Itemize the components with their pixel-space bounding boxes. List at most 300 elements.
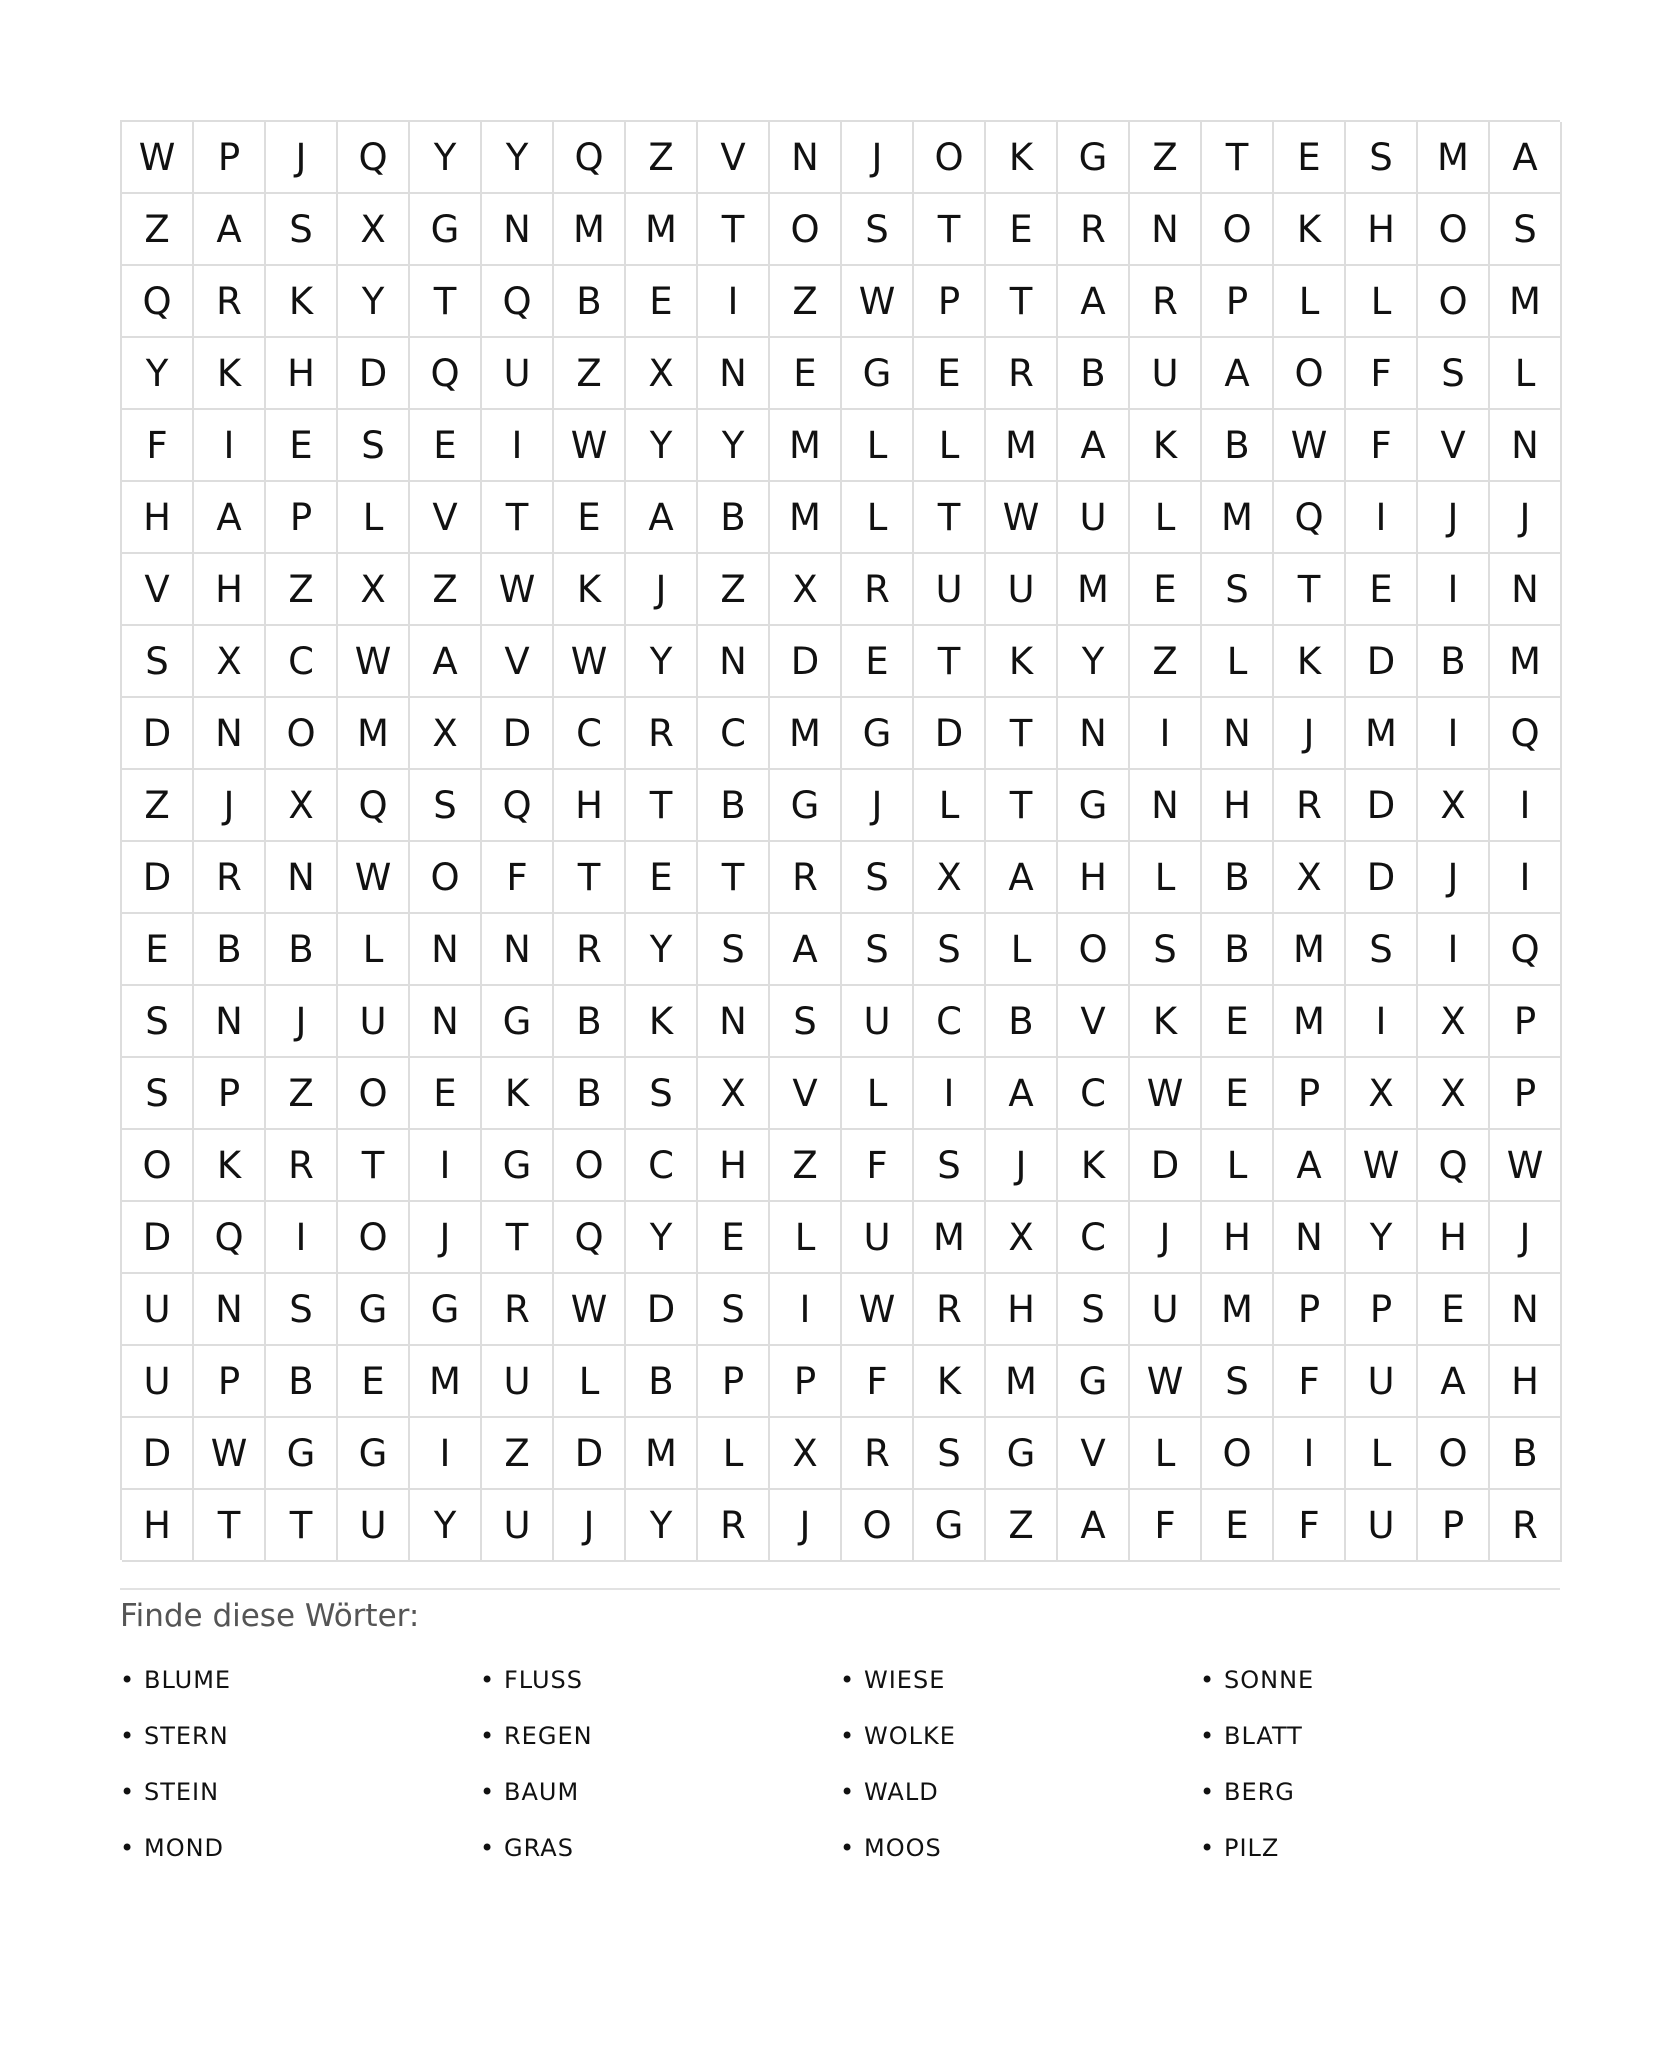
grid-cell[interactable]: P <box>770 1346 842 1418</box>
grid-cell[interactable]: K <box>194 1130 266 1202</box>
grid-cell[interactable]: B <box>986 986 1058 1058</box>
grid-cell[interactable]: S <box>1346 122 1418 194</box>
grid-cell[interactable]: X <box>338 554 410 626</box>
grid-cell[interactable]: X <box>1418 770 1490 842</box>
grid-cell[interactable]: T <box>338 1130 410 1202</box>
grid-cell[interactable]: I <box>1346 482 1418 554</box>
grid-cell[interactable]: U <box>842 1202 914 1274</box>
grid-cell[interactable]: I <box>410 1130 482 1202</box>
grid-cell[interactable]: G <box>1058 1346 1130 1418</box>
grid-cell[interactable]: J <box>842 122 914 194</box>
grid-cell[interactable]: Z <box>482 1418 554 1490</box>
grid-cell[interactable]: E <box>1202 1490 1274 1562</box>
grid-cell[interactable]: W <box>122 122 194 194</box>
grid-cell[interactable]: P <box>1490 986 1562 1058</box>
grid-cell[interactable]: P <box>266 482 338 554</box>
grid-cell[interactable]: Y <box>122 338 194 410</box>
grid-cell[interactable]: J <box>410 1202 482 1274</box>
grid-cell[interactable]: E <box>842 626 914 698</box>
grid-cell[interactable]: Z <box>122 770 194 842</box>
grid-cell[interactable]: J <box>266 122 338 194</box>
grid-cell[interactable]: I <box>1418 698 1490 770</box>
grid-cell[interactable]: K <box>194 338 266 410</box>
grid-cell[interactable]: A <box>986 1058 1058 1130</box>
grid-cell[interactable]: J <box>1274 698 1346 770</box>
grid-cell[interactable]: X <box>626 338 698 410</box>
grid-cell[interactable]: E <box>1274 122 1346 194</box>
grid-cell[interactable]: R <box>194 266 266 338</box>
grid-cell[interactable]: K <box>626 986 698 1058</box>
grid-cell[interactable]: L <box>1346 266 1418 338</box>
grid-cell[interactable]: M <box>1274 914 1346 986</box>
grid-cell[interactable]: F <box>842 1346 914 1418</box>
grid-cell[interactable]: W <box>986 482 1058 554</box>
grid-cell[interactable]: O <box>842 1490 914 1562</box>
grid-cell[interactable]: Y <box>626 1490 698 1562</box>
grid-cell[interactable]: W <box>338 842 410 914</box>
grid-cell[interactable]: E <box>626 266 698 338</box>
grid-cell[interactable]: H <box>1202 770 1274 842</box>
grid-cell[interactable]: G <box>986 1418 1058 1490</box>
grid-cell[interactable]: E <box>410 410 482 482</box>
grid-cell[interactable]: N <box>1130 194 1202 266</box>
grid-cell[interactable]: O <box>1202 1418 1274 1490</box>
grid-cell[interactable]: T <box>986 266 1058 338</box>
grid-cell[interactable]: D <box>122 1202 194 1274</box>
grid-cell[interactable]: A <box>1490 122 1562 194</box>
grid-cell[interactable]: X <box>1418 1058 1490 1130</box>
grid-cell[interactable]: B <box>554 1058 626 1130</box>
grid-cell[interactable]: L <box>338 914 410 986</box>
grid-cell[interactable]: S <box>842 914 914 986</box>
grid-cell[interactable]: Y <box>626 914 698 986</box>
grid-cell[interactable]: J <box>770 1490 842 1562</box>
grid-cell[interactable]: M <box>626 194 698 266</box>
grid-cell[interactable]: P <box>1274 1058 1346 1130</box>
grid-cell[interactable]: I <box>1418 554 1490 626</box>
grid-cell[interactable]: O <box>770 194 842 266</box>
grid-cell[interactable]: W <box>1130 1346 1202 1418</box>
grid-cell[interactable]: Q <box>1490 698 1562 770</box>
grid-cell[interactable]: Q <box>482 266 554 338</box>
grid-cell[interactable]: J <box>194 770 266 842</box>
grid-cell[interactable]: M <box>1490 266 1562 338</box>
grid-cell[interactable]: Z <box>410 554 482 626</box>
grid-cell[interactable]: E <box>554 482 626 554</box>
grid-cell[interactable]: O <box>914 122 986 194</box>
grid-cell[interactable]: R <box>842 554 914 626</box>
grid-cell[interactable]: J <box>554 1490 626 1562</box>
grid-cell[interactable]: E <box>1202 986 1274 1058</box>
grid-cell[interactable]: N <box>266 842 338 914</box>
grid-cell[interactable]: E <box>1418 1274 1490 1346</box>
grid-cell[interactable]: G <box>410 194 482 266</box>
grid-cell[interactable]: W <box>338 626 410 698</box>
grid-cell[interactable]: K <box>986 626 1058 698</box>
grid-cell[interactable]: N <box>410 986 482 1058</box>
grid-cell[interactable]: Z <box>770 1130 842 1202</box>
grid-cell[interactable]: F <box>1346 338 1418 410</box>
grid-cell[interactable]: K <box>1274 194 1346 266</box>
grid-cell[interactable]: T <box>482 482 554 554</box>
grid-cell[interactable]: P <box>1274 1274 1346 1346</box>
grid-cell[interactable]: Q <box>122 266 194 338</box>
grid-cell[interactable]: Y <box>698 410 770 482</box>
grid-cell[interactable]: L <box>842 410 914 482</box>
grid-cell[interactable]: D <box>1346 842 1418 914</box>
grid-cell[interactable]: M <box>1202 482 1274 554</box>
grid-cell[interactable]: V <box>1058 1418 1130 1490</box>
grid-cell[interactable]: E <box>626 842 698 914</box>
grid-cell[interactable]: D <box>1130 1130 1202 1202</box>
grid-cell[interactable]: T <box>914 194 986 266</box>
grid-cell[interactable]: U <box>1058 482 1130 554</box>
grid-cell[interactable]: L <box>842 482 914 554</box>
grid-cell[interactable]: H <box>986 1274 1058 1346</box>
grid-cell[interactable]: L <box>914 410 986 482</box>
grid-cell[interactable]: S <box>842 194 914 266</box>
grid-cell[interactable]: G <box>266 1418 338 1490</box>
grid-cell[interactable]: W <box>1346 1130 1418 1202</box>
grid-cell[interactable]: M <box>1202 1274 1274 1346</box>
grid-cell[interactable]: Q <box>1490 914 1562 986</box>
grid-cell[interactable]: S <box>698 914 770 986</box>
grid-cell[interactable]: K <box>266 266 338 338</box>
grid-cell[interactable]: I <box>1130 698 1202 770</box>
grid-cell[interactable]: N <box>698 626 770 698</box>
grid-cell[interactable]: L <box>1346 1418 1418 1490</box>
grid-cell[interactable]: V <box>698 122 770 194</box>
grid-cell[interactable]: N <box>1490 410 1562 482</box>
grid-cell[interactable]: E <box>986 194 1058 266</box>
grid-cell[interactable]: I <box>1346 986 1418 1058</box>
grid-cell[interactable]: R <box>1130 266 1202 338</box>
grid-cell[interactable]: X <box>410 698 482 770</box>
grid-cell[interactable]: G <box>1058 770 1130 842</box>
grid-cell[interactable]: G <box>338 1418 410 1490</box>
grid-cell[interactable]: D <box>122 842 194 914</box>
grid-cell[interactable]: V <box>1058 986 1130 1058</box>
grid-cell[interactable]: N <box>698 338 770 410</box>
grid-cell[interactable]: Q <box>410 338 482 410</box>
grid-cell[interactable]: P <box>1346 1274 1418 1346</box>
grid-cell[interactable]: K <box>1130 410 1202 482</box>
grid-cell[interactable]: I <box>914 1058 986 1130</box>
grid-cell[interactable]: R <box>914 1274 986 1346</box>
grid-cell[interactable]: L <box>1202 1130 1274 1202</box>
grid-cell[interactable]: A <box>1058 1490 1130 1562</box>
grid-cell[interactable]: P <box>698 1346 770 1418</box>
grid-cell[interactable]: Q <box>1274 482 1346 554</box>
grid-cell[interactable]: N <box>1058 698 1130 770</box>
grid-cell[interactable]: T <box>626 770 698 842</box>
grid-cell[interactable]: Z <box>626 122 698 194</box>
grid-cell[interactable]: X <box>1274 842 1346 914</box>
grid-cell[interactable]: C <box>626 1130 698 1202</box>
grid-cell[interactable]: Z <box>986 1490 1058 1562</box>
grid-cell[interactable]: R <box>1058 194 1130 266</box>
grid-cell[interactable]: C <box>266 626 338 698</box>
grid-cell[interactable]: O <box>1418 266 1490 338</box>
grid-cell[interactable]: H <box>1346 194 1418 266</box>
grid-cell[interactable]: G <box>410 1274 482 1346</box>
grid-cell[interactable]: A <box>1418 1346 1490 1418</box>
grid-cell[interactable]: T <box>914 482 986 554</box>
grid-cell[interactable]: C <box>1058 1058 1130 1130</box>
grid-cell[interactable]: A <box>194 482 266 554</box>
grid-cell[interactable]: A <box>770 914 842 986</box>
grid-cell[interactable]: I <box>770 1274 842 1346</box>
grid-cell[interactable]: I <box>1274 1418 1346 1490</box>
grid-cell[interactable]: Y <box>410 122 482 194</box>
grid-cell[interactable]: N <box>482 914 554 986</box>
grid-cell[interactable]: H <box>122 1490 194 1562</box>
grid-cell[interactable]: U <box>122 1346 194 1418</box>
grid-cell[interactable]: S <box>1490 194 1562 266</box>
grid-cell[interactable]: Y <box>410 1490 482 1562</box>
grid-cell[interactable]: B <box>554 986 626 1058</box>
grid-cell[interactable]: S <box>1202 1346 1274 1418</box>
grid-cell[interactable]: U <box>842 986 914 1058</box>
grid-cell[interactable]: J <box>1418 842 1490 914</box>
grid-cell[interactable]: T <box>266 1490 338 1562</box>
grid-cell[interactable]: T <box>410 266 482 338</box>
grid-cell[interactable]: E <box>1130 554 1202 626</box>
grid-cell[interactable]: A <box>1202 338 1274 410</box>
grid-cell[interactable]: G <box>842 698 914 770</box>
grid-cell[interactable]: X <box>338 194 410 266</box>
grid-cell[interactable]: O <box>1418 1418 1490 1490</box>
grid-cell[interactable]: X <box>266 770 338 842</box>
grid-cell[interactable]: M <box>1418 122 1490 194</box>
grid-cell[interactable]: R <box>482 1274 554 1346</box>
grid-cell[interactable]: W <box>1490 1130 1562 1202</box>
grid-cell[interactable]: N <box>1490 1274 1562 1346</box>
grid-cell[interactable]: W <box>554 410 626 482</box>
grid-cell[interactable]: S <box>1346 914 1418 986</box>
grid-cell[interactable]: X <box>770 1418 842 1490</box>
grid-cell[interactable]: R <box>554 914 626 986</box>
grid-cell[interactable]: Q <box>194 1202 266 1274</box>
grid-cell[interactable]: K <box>554 554 626 626</box>
grid-cell[interactable]: G <box>338 1274 410 1346</box>
grid-cell[interactable]: O <box>1274 338 1346 410</box>
grid-cell[interactable]: C <box>554 698 626 770</box>
grid-cell[interactable]: T <box>698 194 770 266</box>
grid-cell[interactable]: K <box>986 122 1058 194</box>
grid-cell[interactable]: P <box>1418 1490 1490 1562</box>
grid-cell[interactable]: B <box>626 1346 698 1418</box>
grid-cell[interactable]: A <box>626 482 698 554</box>
grid-cell[interactable]: D <box>1346 626 1418 698</box>
grid-cell[interactable]: T <box>1202 122 1274 194</box>
grid-cell[interactable]: I <box>482 410 554 482</box>
grid-cell[interactable]: T <box>986 770 1058 842</box>
grid-cell[interactable]: S <box>914 914 986 986</box>
grid-cell[interactable]: X <box>194 626 266 698</box>
grid-cell[interactable]: F <box>1274 1490 1346 1562</box>
grid-cell[interactable]: H <box>698 1130 770 1202</box>
grid-cell[interactable]: X <box>698 1058 770 1130</box>
grid-cell[interactable]: J <box>1418 482 1490 554</box>
grid-cell[interactable]: O <box>338 1058 410 1130</box>
grid-cell[interactable]: S <box>626 1058 698 1130</box>
grid-cell[interactable]: D <box>554 1418 626 1490</box>
grid-cell[interactable]: L <box>986 914 1058 986</box>
grid-cell[interactable]: H <box>1202 1202 1274 1274</box>
grid-cell[interactable]: H <box>1490 1346 1562 1418</box>
grid-cell[interactable]: X <box>914 842 986 914</box>
grid-cell[interactable]: Q <box>482 770 554 842</box>
grid-cell[interactable]: B <box>554 266 626 338</box>
grid-cell[interactable]: C <box>698 698 770 770</box>
grid-cell[interactable]: L <box>1490 338 1562 410</box>
grid-cell[interactable]: N <box>194 698 266 770</box>
grid-cell[interactable]: W <box>1274 410 1346 482</box>
grid-cell[interactable]: V <box>770 1058 842 1130</box>
grid-cell[interactable]: Z <box>266 554 338 626</box>
grid-cell[interactable]: L <box>1202 626 1274 698</box>
grid-cell[interactable]: D <box>338 338 410 410</box>
grid-cell[interactable]: L <box>1130 1418 1202 1490</box>
grid-cell[interactable]: D <box>626 1274 698 1346</box>
grid-cell[interactable]: P <box>194 1346 266 1418</box>
grid-cell[interactable]: N <box>1490 554 1562 626</box>
grid-cell[interactable]: L <box>338 482 410 554</box>
grid-cell[interactable]: S <box>1202 554 1274 626</box>
grid-cell[interactable]: B <box>1202 914 1274 986</box>
grid-cell[interactable]: D <box>914 698 986 770</box>
grid-cell[interactable]: U <box>122 1274 194 1346</box>
grid-cell[interactable]: L <box>842 1058 914 1130</box>
grid-cell[interactable]: N <box>482 194 554 266</box>
grid-cell[interactable]: S <box>338 410 410 482</box>
grid-cell[interactable]: M <box>1490 626 1562 698</box>
grid-cell[interactable]: T <box>554 842 626 914</box>
grid-cell[interactable]: R <box>1490 1490 1562 1562</box>
grid-cell[interactable]: M <box>1274 986 1346 1058</box>
grid-cell[interactable]: O <box>1418 194 1490 266</box>
grid-cell[interactable]: W <box>554 626 626 698</box>
grid-cell[interactable]: Y <box>482 122 554 194</box>
grid-cell[interactable]: O <box>122 1130 194 1202</box>
grid-cell[interactable]: K <box>482 1058 554 1130</box>
grid-cell[interactable]: P <box>194 122 266 194</box>
grid-cell[interactable]: D <box>1346 770 1418 842</box>
grid-cell[interactable]: M <box>410 1346 482 1418</box>
grid-cell[interactable]: Q <box>338 122 410 194</box>
grid-cell[interactable]: K <box>1274 626 1346 698</box>
grid-cell[interactable]: U <box>986 554 1058 626</box>
grid-cell[interactable]: I <box>1418 914 1490 986</box>
grid-cell[interactable]: R <box>1274 770 1346 842</box>
grid-cell[interactable]: S <box>698 1274 770 1346</box>
grid-cell[interactable]: O <box>338 1202 410 1274</box>
grid-cell[interactable]: A <box>410 626 482 698</box>
grid-cell[interactable]: S <box>266 1274 338 1346</box>
grid-cell[interactable]: E <box>266 410 338 482</box>
grid-cell[interactable]: Z <box>266 1058 338 1130</box>
grid-cell[interactable]: S <box>266 194 338 266</box>
grid-cell[interactable]: Y <box>626 626 698 698</box>
grid-cell[interactable]: R <box>770 842 842 914</box>
grid-cell[interactable]: U <box>338 986 410 1058</box>
grid-cell[interactable]: V <box>482 626 554 698</box>
grid-cell[interactable]: I <box>410 1418 482 1490</box>
grid-cell[interactable]: M <box>554 194 626 266</box>
grid-cell[interactable]: D <box>482 698 554 770</box>
grid-cell[interactable]: H <box>266 338 338 410</box>
grid-cell[interactable]: H <box>1418 1202 1490 1274</box>
grid-cell[interactable]: W <box>482 554 554 626</box>
grid-cell[interactable]: L <box>1130 842 1202 914</box>
grid-cell[interactable]: X <box>1346 1058 1418 1130</box>
grid-cell[interactable]: U <box>482 1346 554 1418</box>
grid-cell[interactable]: S <box>1130 914 1202 986</box>
grid-cell[interactable]: Y <box>338 266 410 338</box>
grid-cell[interactable]: J <box>266 986 338 1058</box>
grid-cell[interactable]: C <box>914 986 986 1058</box>
grid-cell[interactable]: S <box>122 1058 194 1130</box>
grid-cell[interactable]: I <box>698 266 770 338</box>
grid-cell[interactable]: B <box>698 770 770 842</box>
grid-cell[interactable]: U <box>482 1490 554 1562</box>
grid-cell[interactable]: B <box>266 1346 338 1418</box>
grid-cell[interactable]: M <box>1058 554 1130 626</box>
grid-cell[interactable]: W <box>842 266 914 338</box>
grid-cell[interactable]: P <box>1202 266 1274 338</box>
grid-cell[interactable]: F <box>842 1130 914 1202</box>
grid-cell[interactable]: X <box>770 554 842 626</box>
grid-cell[interactable]: E <box>698 1202 770 1274</box>
grid-cell[interactable]: N <box>194 1274 266 1346</box>
grid-cell[interactable]: A <box>1274 1130 1346 1202</box>
grid-cell[interactable]: F <box>122 410 194 482</box>
grid-cell[interactable]: B <box>1202 410 1274 482</box>
grid-cell[interactable]: U <box>482 338 554 410</box>
grid-cell[interactable]: S <box>914 1418 986 1490</box>
grid-cell[interactable]: T <box>986 698 1058 770</box>
grid-cell[interactable]: B <box>1202 842 1274 914</box>
grid-cell[interactable]: Y <box>1058 626 1130 698</box>
grid-cell[interactable]: W <box>1130 1058 1202 1130</box>
grid-cell[interactable]: M <box>986 410 1058 482</box>
grid-cell[interactable]: I <box>266 1202 338 1274</box>
grid-cell[interactable]: I <box>1490 770 1562 842</box>
grid-cell[interactable]: Y <box>626 410 698 482</box>
grid-cell[interactable]: S <box>410 770 482 842</box>
grid-cell[interactable]: S <box>1418 338 1490 410</box>
grid-cell[interactable]: Q <box>338 770 410 842</box>
grid-cell[interactable]: N <box>1202 698 1274 770</box>
grid-cell[interactable]: B <box>1418 626 1490 698</box>
grid-cell[interactable]: E <box>122 914 194 986</box>
grid-cell[interactable]: G <box>914 1490 986 1562</box>
grid-cell[interactable]: G <box>1058 122 1130 194</box>
grid-cell[interactable]: K <box>914 1346 986 1418</box>
grid-cell[interactable]: S <box>1058 1274 1130 1346</box>
grid-cell[interactable]: P <box>194 1058 266 1130</box>
grid-cell[interactable]: B <box>698 482 770 554</box>
grid-cell[interactable]: Z <box>1130 122 1202 194</box>
grid-cell[interactable]: L <box>770 1202 842 1274</box>
grid-cell[interactable]: Q <box>554 1202 626 1274</box>
grid-cell[interactable]: I <box>1490 842 1562 914</box>
grid-cell[interactable]: Z <box>554 338 626 410</box>
grid-cell[interactable]: S <box>842 842 914 914</box>
grid-cell[interactable]: E <box>770 338 842 410</box>
grid-cell[interactable]: L <box>914 770 986 842</box>
